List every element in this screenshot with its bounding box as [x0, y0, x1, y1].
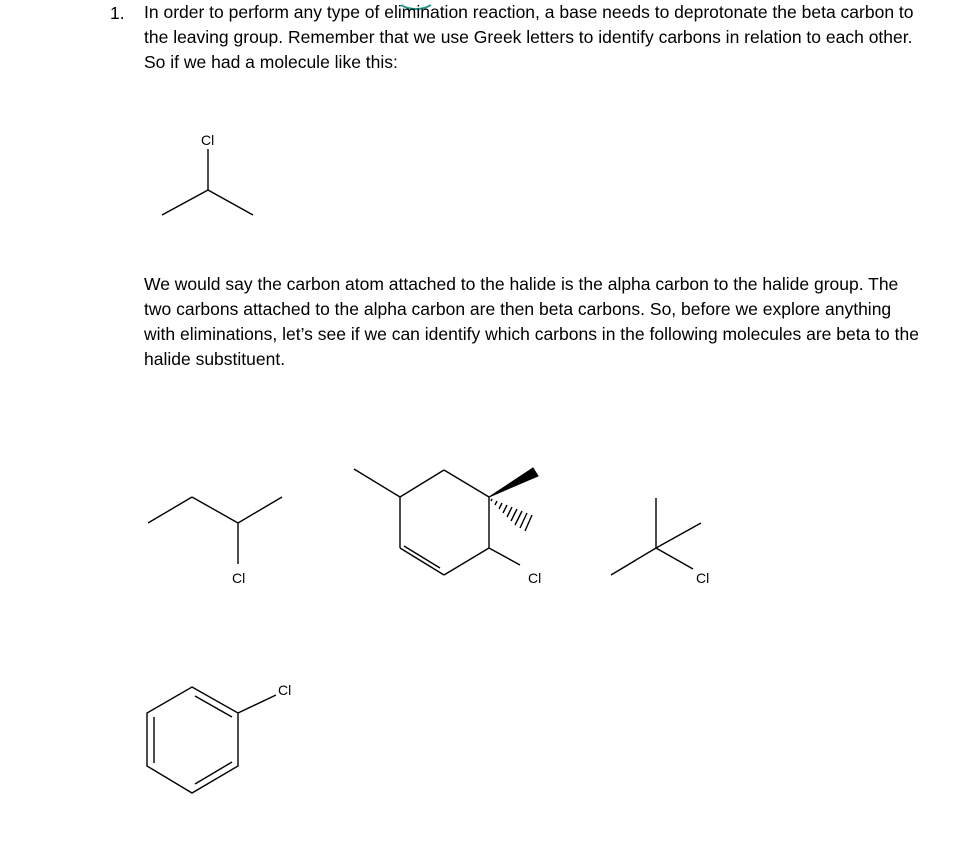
chlorine-label: Cl — [232, 570, 246, 586]
ring-double-bond — [444, 548, 489, 575]
question-number: 1. — [110, 3, 125, 23]
benzene-ring — [147, 687, 238, 793]
bond-c-cl — [238, 695, 276, 713]
example-molecule-2-chloropropane — [150, 120, 270, 230]
bond-methyl — [354, 469, 400, 497]
molecule-chloro-cyclohexene — [340, 455, 560, 595]
chlorine-label: Cl — [201, 132, 215, 148]
bond — [148, 497, 192, 523]
bond — [162, 190, 208, 215]
intro-paragraph: In order to perform any type of elimination reaction, a base needs to deprotonate the beta carbon to the leaving group. Remember that we use Greek letters to identify carbons in relation to each other. So if we had a molecule like this: — [144, 2, 914, 72]
molecule-2-chlorobutane — [140, 485, 300, 595]
bond — [238, 497, 282, 523]
chlorine-label: Cl — [528, 570, 542, 586]
chlorine-label: Cl — [278, 682, 292, 698]
bond — [208, 190, 253, 215]
ring-bond — [400, 548, 444, 575]
bond — [656, 523, 701, 548]
explanation-paragraph: We would say the carbon atom attached to the halide is the alpha carbon to the halide group. The two carbons attached to the alpha carbon are then beta carbons. So, before we explore anything with eliminations, let’s see if we can identify which carbons in the following molecules are beta to the halide substituent. — [144, 274, 919, 369]
bond-c-cl — [656, 548, 693, 569]
dash-bond — [491, 499, 532, 531]
ring-double-bond-inner — [404, 546, 440, 568]
ring-bond — [444, 470, 489, 497]
ring-bond — [400, 470, 444, 497]
bond-c-cl — [489, 548, 520, 565]
molecule-tert-butyl-chloride — [600, 490, 730, 600]
molecule-chlorobenzene — [140, 675, 310, 805]
bond — [611, 548, 656, 575]
wedge-bond — [489, 468, 538, 497]
bond — [192, 497, 238, 523]
chlorine-label: Cl — [696, 570, 710, 586]
